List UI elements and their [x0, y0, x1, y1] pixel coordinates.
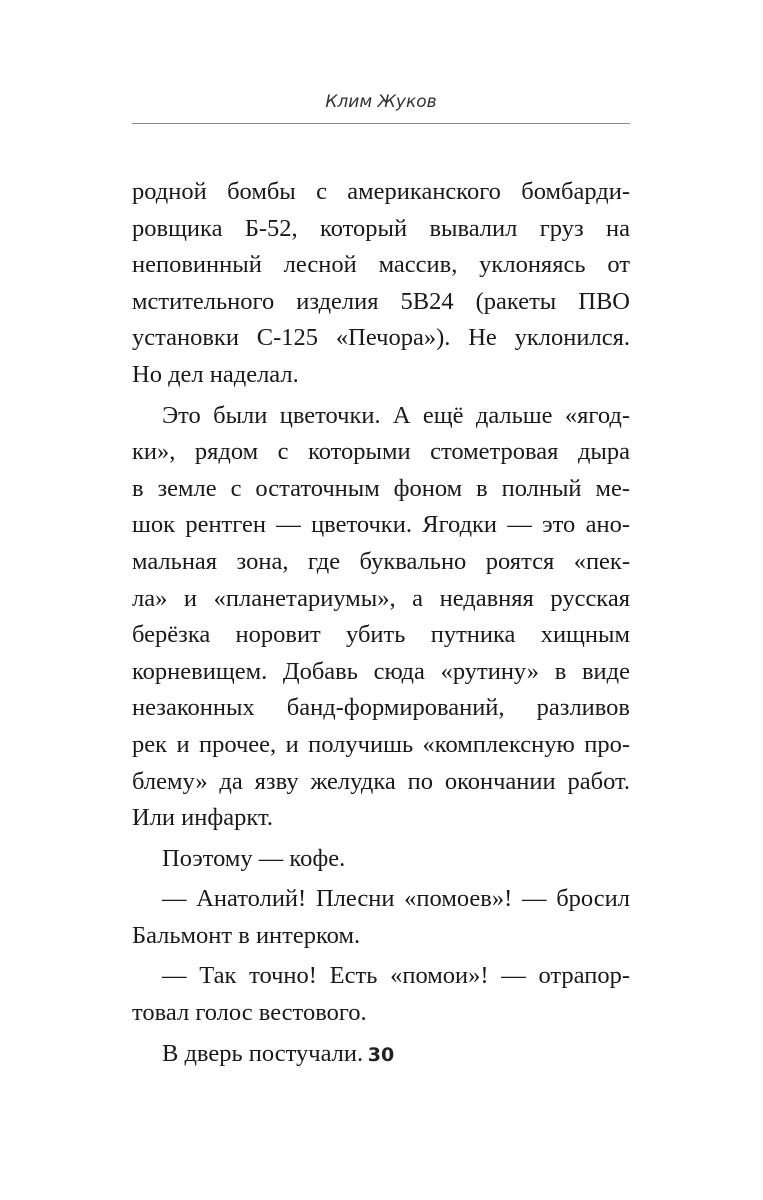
text-line: мстительного изделия 5В24 (ракеты ПВО — [132, 287, 630, 315]
text-line: ки», рядом с которыми стометровая дыра — [132, 438, 630, 466]
text-line: В дверь постучали. — [162, 1039, 364, 1067]
text-line: — Так точно! Есть «помои»! — отрапор- — [162, 962, 630, 990]
header-divider — [132, 123, 630, 124]
text-line: установки С-125 «Печора»). Не уклонился. — [132, 324, 630, 352]
text-line: блему» да язву желудка по окончании работ. — [132, 767, 630, 795]
text-line: товал голос вестового. — [132, 999, 367, 1027]
running-header-author: Клим Жуков — [325, 92, 437, 112]
paragraph — [132, 958, 630, 1031]
body-text — [132, 174, 630, 1072]
text-line: неповинный лесной массив, уклоняясь от — [132, 251, 630, 279]
text-line: — Анатолий! Плесни «помоев»! — бросил — [162, 885, 630, 913]
text-line: родной бомбы с американского бомбарди- — [132, 178, 630, 205]
text-line: Это были цветочки. А ещё дальше «ягод- — [162, 401, 630, 429]
text-line: ла» и «планетариумы», а недавняя русская — [132, 584, 630, 612]
paragraph — [132, 398, 630, 837]
text-line: берёзка норовит убить путника хищным — [132, 621, 630, 649]
text-line: в земле с остаточным фоном в полный ме- — [132, 474, 630, 502]
text-line: рек и прочее, и получишь «комплексную про- — [132, 730, 630, 758]
text-line: ровщика Б-52, который вывалил груз на — [132, 214, 630, 242]
text-line: Бальмонт в интерком. — [132, 921, 361, 949]
text-line: Или инфаркт. — [132, 804, 273, 832]
text-line: шок рентген — цветочки. Ягодки — это ано- — [132, 511, 630, 539]
text-line: незаконных банд-формирований, разливов — [132, 694, 630, 722]
text-line: мальная зона, где буквально роятся «пек- — [132, 547, 630, 575]
paragraph — [132, 881, 630, 954]
text-line: Поэтому — кофе. — [162, 844, 346, 872]
text-line: Но дел наделал. — [132, 360, 299, 388]
paragraph — [132, 841, 630, 878]
page-number: 30 — [367, 1044, 395, 1066]
paragraph — [132, 174, 630, 394]
text-line: корневищем. Добавь сюда «рутину» в виде — [132, 657, 630, 685]
